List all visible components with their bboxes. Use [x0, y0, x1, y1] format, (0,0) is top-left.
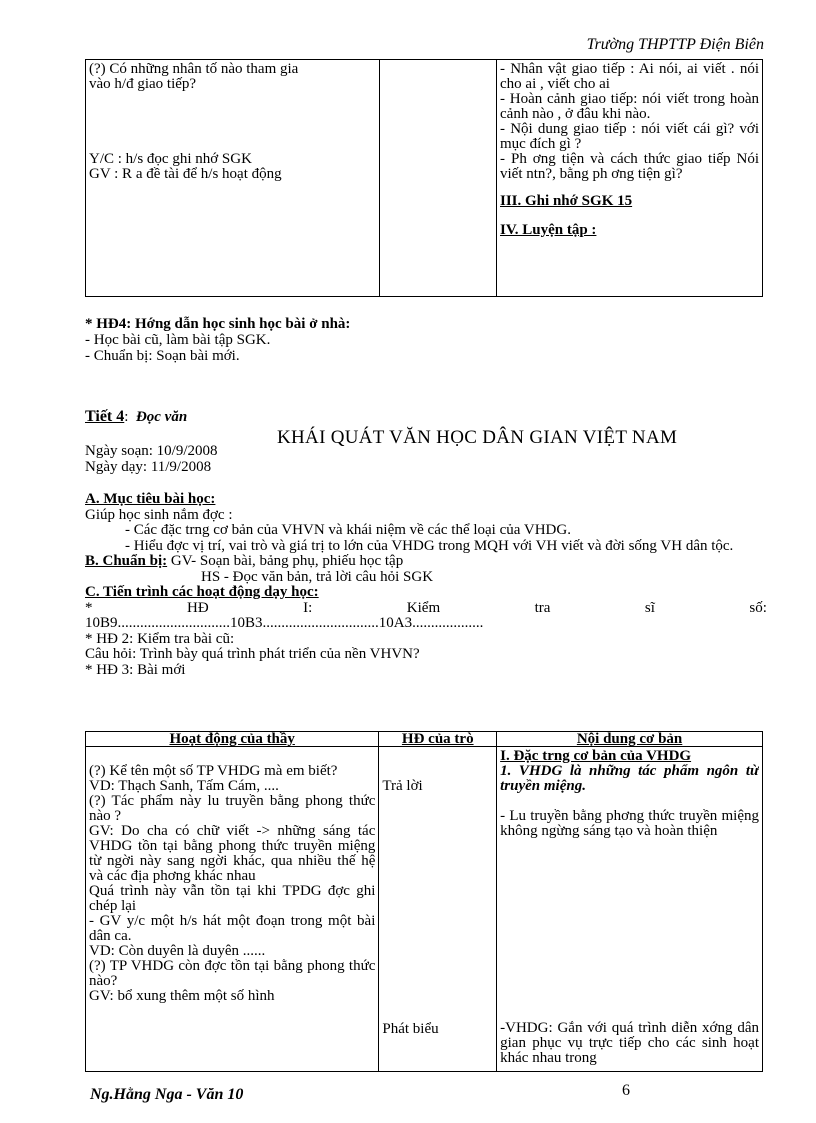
- footer-author: Ng.Hằng Nga - Văn 10: [90, 1086, 244, 1103]
- lesson-title: KHÁI QUÁT VĂN HỌC DÂN GIAN VIỆT NAM: [277, 427, 678, 448]
- page-header: Trường THPTTP Điện Biên: [586, 36, 764, 53]
- section-iii-heading: III. Ghi nhớ SGK 15: [500, 193, 633, 209]
- student-activity-cell: [379, 747, 497, 1072]
- teacher-activity-text: (?) Kể tên một số TP VHDG mà em biết? VD: Thạch Sanh, Tấm Cám, .... (?) Tác phẩm này lu truyền bằng phong thức nào ? GV: Do cha có chữ viết -> những sáng tác VHDG tồn tại bằng phong thức truyền miệng từ ngời này sang ngời khác, qua nhiều thế hệ và các địa phơng khác nhau Quá trình này vẫn tồn tại khi TPDG đợc ghi chép lại - GV y/c một h/s hát một đoạn trong một bài dân ca. VD: Còn duyên là duyên ...... (?) TP VHDG còn đợc tồn tại bằng phong thức nào? GV: bổ xung thêm một số hình: [89, 763, 376, 1004]
- table-row: [86, 747, 763, 1072]
- teach-date: Ngày dạy: 11/9/2008: [85, 459, 212, 475]
- lesson-sections: [85, 492, 767, 678]
- content-subheading: 1. VHDG là những tác phẩm ngôn từ truyền miệng.: [500, 763, 759, 794]
- lesson-label: [85, 408, 187, 426]
- teacher-activity-cell: [86, 60, 380, 297]
- hd1-word: Kiểm: [406, 599, 441, 616]
- hd1-word: số:: [749, 599, 767, 616]
- homework-heading: * HĐ4: Hớng dẫn học sinh học bài ở nhà:: [85, 316, 351, 332]
- section-a-intro: Giúp học sinh nắm đợc :: [85, 506, 233, 523]
- section-b-hs: HS - Đọc văn bản, trả lời câu hỏi SGK: [201, 568, 434, 585]
- hd2-line: * HĐ 2: Kiểm tra bài cũ:: [85, 630, 235, 647]
- lesson-sep: :: [124, 409, 129, 425]
- content-clip: [500, 749, 759, 1069]
- homework-line-1: - Học bài cũ, làm bài tập SGK.: [85, 332, 271, 348]
- class-list: 10B9..............................10B3...............................10A3...................: [85, 615, 484, 631]
- table-activities-main: [85, 731, 763, 1072]
- homework-line-2: - Chuẩn bị: Soạn bài mới.: [85, 348, 240, 364]
- header-teacher: Hoạt động của thầy: [86, 732, 379, 747]
- hd1-word: HĐ: [186, 599, 209, 616]
- section-a-heading: A. Mục tiêu bài học:: [85, 491, 216, 507]
- student-answer: Trả lời: [382, 778, 423, 794]
- content-point-2: -VHDG: Gắn với quá trình diễn xớng dân gian phục vụ trực tiếp cho các sinh hoạt khác nhau trong: [500, 1020, 759, 1066]
- question-text: (?) Có những nhân tố nào tham gia vào h/đ giao tiếp?: [89, 61, 299, 92]
- lesson-subject: Đọc văn: [135, 409, 188, 425]
- section-a-item-1: - Các đặc trng cơ bản của VHVN và khái niệm về các thể loại của VHDG.: [125, 522, 571, 538]
- section-a-item-2: - Hiểu đợc vị trí, vai trò và giá trị to lớn của VHDG trong MQH với VH viết và đời sống VH dân tộc.: [125, 537, 734, 554]
- hd1-line: [85, 601, 767, 617]
- header-content: Nội dung cơ bản: [497, 732, 763, 747]
- hd1-word: I:: [303, 599, 313, 616]
- homework-section: [85, 316, 350, 364]
- student-activity-cell: [379, 60, 496, 297]
- hd1-word: tra: [534, 599, 551, 616]
- header-student: HĐ của trò: [379, 732, 497, 747]
- teacher-activity-cell: [86, 747, 379, 1072]
- table-header-row: [86, 732, 763, 747]
- content-cell: [497, 747, 763, 1072]
- hd1-word: *: [85, 599, 93, 616]
- content-heading: I. Đặc trng cơ bản của VHDG: [500, 749, 692, 764]
- prep-date: Ngày soạn: 10/9/2008: [85, 443, 218, 459]
- question-line: Câu hỏi: Trình bày quá trình phát triển của nền VHVN?: [85, 646, 420, 662]
- instruction-text: Y/C : h/s đọc ghi nhớ SGK GV : R a đề tài để h/s hoạt động: [89, 151, 282, 182]
- section-b-heading: B. Chuẩn bị:: [85, 553, 168, 569]
- table-activities-top: [85, 59, 763, 297]
- content-cell: [497, 60, 763, 297]
- section-iv-heading: IV. Luyện tập :: [500, 222, 597, 238]
- content-point-1: - Lu truyền bằng phơng thức truyền miệng không ngừng sáng tạo và hoàn thiện: [500, 808, 759, 839]
- page-number: 6: [622, 1082, 630, 1099]
- lesson-dates: [85, 443, 218, 475]
- section-b-gv: GV- Soạn bài, bảng phụ, phiếu học tập: [170, 553, 404, 569]
- student-speak: Phát biểu: [382, 1021, 439, 1037]
- lesson-number: Tiết 4: [85, 408, 125, 425]
- section-c-heading: C. Tiến trình các hoạt động dạy học:: [85, 584, 319, 600]
- hd3-line: * HĐ 3: Bài mới: [85, 661, 186, 678]
- content-text: - Nhân vật giao tiếp : Ai nói, ai viết . nói cho ai , viết cho ai - Hoàn cảnh giao tiếp: nói viết trong hoàn cảnh nào , ở đâu khi nào. - Nội dung giao tiếp : nói viết cái gì? với mục đích gì ? - Ph ơng tiện và cách thức giao tiếp Nói viết ntn?, bằng ph ơng tiện gì?: [500, 61, 759, 182]
- section-b: [85, 554, 767, 570]
- hd1-word: sĩ: [644, 599, 655, 616]
- table-row: [86, 60, 763, 297]
